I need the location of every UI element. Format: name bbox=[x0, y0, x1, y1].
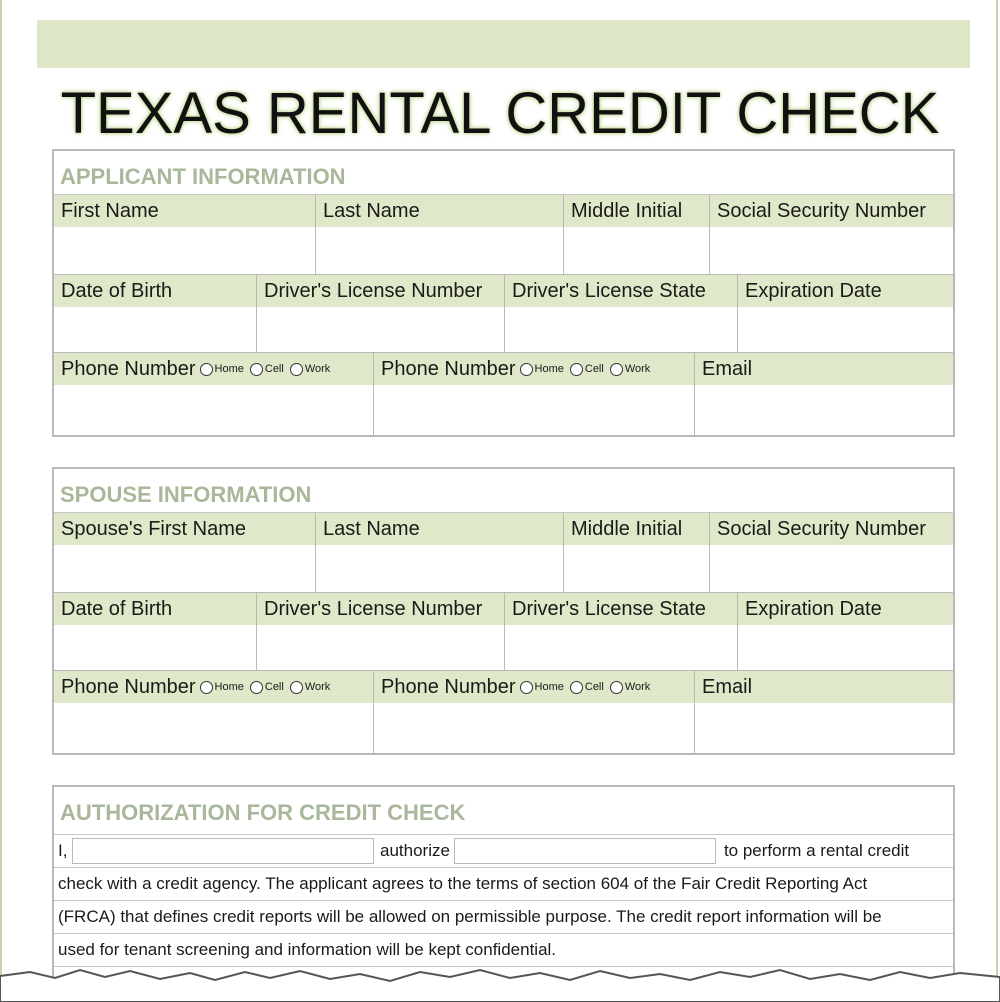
radio-circle-icon[interactable] bbox=[610, 681, 623, 694]
landlord-name-input[interactable] bbox=[454, 838, 716, 864]
radio-label: Home bbox=[534, 681, 564, 693]
spouse-dl-state-cell bbox=[505, 593, 738, 670]
radio-label: Work bbox=[624, 363, 651, 375]
radio-circle-icon[interactable] bbox=[570, 681, 583, 694]
applicant-dl-state-label: Driver's License State bbox=[505, 275, 737, 307]
applicant-dob-cell bbox=[54, 275, 257, 352]
applicant-row-license bbox=[54, 275, 953, 353]
applicant-phone2-type-group bbox=[520, 353, 657, 385]
authorization-section bbox=[52, 785, 955, 980]
applicant-phone2-home-option[interactable] bbox=[520, 353, 564, 385]
spouse-phone1-label-row bbox=[54, 671, 373, 703]
authorization-middle-text: authorize bbox=[380, 841, 450, 860]
spouse-expiration-cell bbox=[738, 593, 953, 670]
applicant-expiration-label: Expiration Date bbox=[738, 275, 953, 307]
document-title: TEXAS RENTAL CREDIT CHECK bbox=[60, 81, 940, 146]
spouse-phone1-cell bbox=[54, 671, 374, 753]
spouse-dob-field[interactable] bbox=[54, 625, 256, 670]
applicant-ssn-field[interactable] bbox=[710, 227, 953, 274]
radio-circle-icon[interactable] bbox=[570, 363, 583, 376]
applicant-phone2-label: Phone Number bbox=[381, 358, 516, 380]
radio-label: Work bbox=[304, 681, 331, 693]
spouse-dl-number-cell bbox=[257, 593, 505, 670]
spouse-phone2-type-group bbox=[520, 671, 657, 703]
applicant-expiration-field[interactable] bbox=[738, 307, 953, 352]
spouse-phone1-cell-option[interactable] bbox=[250, 671, 284, 703]
spouse-heading: SPOUSE INFORMATION bbox=[54, 469, 953, 513]
spouse-expiration-label: Expiration Date bbox=[738, 593, 953, 625]
applicant-phone2-work-option[interactable] bbox=[610, 353, 650, 385]
spouse-dl-state-label: Driver's License State bbox=[505, 593, 737, 625]
spouse-first-name-field[interactable] bbox=[54, 545, 315, 592]
radio-label: Work bbox=[624, 681, 651, 693]
spouse-phone2-cell-option[interactable] bbox=[570, 671, 604, 703]
authorization-heading: AUTHORIZATION FOR CREDIT CHECK bbox=[54, 787, 953, 835]
applicant-heading: APPLICANT INFORMATION bbox=[54, 151, 953, 195]
radio-label: Cell bbox=[584, 681, 604, 693]
authorization-suffix-text: to perform a rental credit bbox=[723, 841, 910, 860]
authorization-prefix: I, bbox=[58, 841, 68, 860]
authorization-text-line-3: (FRCA) that defines credit reports will be allowed on permissible purpose. The credit report information will be bbox=[54, 901, 953, 934]
radio-circle-icon[interactable] bbox=[200, 681, 213, 694]
applicant-phone1-cell bbox=[54, 353, 374, 435]
spouse-row-license bbox=[54, 593, 953, 671]
radio-label: Cell bbox=[264, 363, 284, 375]
spouse-row-name bbox=[54, 513, 953, 593]
applicant-email-cell bbox=[695, 353, 953, 435]
top-band bbox=[37, 20, 970, 68]
applicant-name-input[interactable] bbox=[72, 838, 374, 864]
spouse-phone2-label-row bbox=[374, 671, 694, 703]
spouse-email-cell bbox=[695, 671, 953, 753]
applicant-ssn-cell bbox=[710, 195, 953, 274]
applicant-phone1-label-row bbox=[54, 353, 373, 385]
applicant-middle-initial-label: Middle Initial bbox=[564, 195, 709, 227]
applicant-first-name-cell bbox=[54, 195, 316, 274]
spouse-ssn-cell bbox=[710, 513, 953, 592]
radio-circle-icon[interactable] bbox=[520, 363, 533, 376]
spouse-phone2-label: Phone Number bbox=[381, 676, 516, 698]
authorization-name-row bbox=[54, 835, 953, 868]
radio-label: Cell bbox=[264, 681, 284, 693]
applicant-dob-label: Date of Birth bbox=[54, 275, 256, 307]
applicant-last-name-field[interactable] bbox=[316, 227, 563, 274]
spouse-ssn-field[interactable] bbox=[710, 545, 953, 592]
spouse-phone1-work-option[interactable] bbox=[290, 671, 330, 703]
radio-label: Cell bbox=[584, 363, 604, 375]
spouse-phone1-label: Phone Number bbox=[61, 676, 196, 698]
radio-circle-icon[interactable] bbox=[250, 363, 263, 376]
applicant-phone1-field[interactable] bbox=[54, 385, 373, 435]
spouse-section bbox=[52, 467, 955, 755]
spouse-middle-initial-field[interactable] bbox=[564, 545, 709, 592]
spouse-middle-initial-label: Middle Initial bbox=[564, 513, 709, 545]
applicant-section bbox=[52, 149, 955, 437]
applicant-email-field[interactable] bbox=[695, 385, 953, 435]
spouse-row-contact bbox=[54, 671, 953, 753]
applicant-row-contact bbox=[54, 353, 953, 435]
applicant-dl-number-field[interactable] bbox=[257, 307, 504, 352]
radio-label: Home bbox=[214, 681, 244, 693]
radio-circle-icon[interactable] bbox=[520, 681, 533, 694]
applicant-phone2-cell bbox=[374, 353, 695, 435]
applicant-dl-state-cell bbox=[505, 275, 738, 352]
applicant-dl-number-cell bbox=[257, 275, 505, 352]
applicant-first-name-label: First Name bbox=[54, 195, 315, 227]
radio-label: Work bbox=[304, 363, 331, 375]
applicant-phone1-cell-option[interactable] bbox=[250, 353, 284, 385]
radio-circle-icon[interactable] bbox=[250, 681, 263, 694]
applicant-row-name bbox=[54, 195, 953, 275]
spouse-dob-label: Date of Birth bbox=[54, 593, 256, 625]
applicant-first-name-field[interactable] bbox=[54, 227, 315, 274]
radio-label: Home bbox=[534, 363, 564, 375]
torn-edge-decoration bbox=[0, 962, 1000, 1002]
applicant-dl-number-label: Driver's License Number bbox=[257, 275, 504, 307]
spouse-phone2-field[interactable] bbox=[374, 703, 694, 753]
applicant-middle-initial-cell bbox=[564, 195, 710, 274]
spouse-dl-number-label: Driver's License Number bbox=[257, 593, 504, 625]
spouse-expiration-field[interactable] bbox=[738, 625, 953, 670]
spouse-email-field[interactable] bbox=[695, 703, 953, 753]
applicant-phone1-label: Phone Number bbox=[61, 358, 196, 380]
spouse-ssn-label: Social Security Number bbox=[710, 513, 953, 545]
spouse-phone2-home-option[interactable] bbox=[520, 671, 564, 703]
radio-circle-icon[interactable] bbox=[610, 363, 623, 376]
applicant-last-name-label: Last Name bbox=[316, 195, 563, 227]
applicant-ssn-label: Social Security Number bbox=[710, 195, 953, 227]
radio-label: Home bbox=[214, 363, 244, 375]
radio-circle-icon[interactable] bbox=[200, 363, 213, 376]
radio-circle-icon[interactable] bbox=[290, 363, 303, 376]
applicant-middle-initial-field[interactable] bbox=[564, 227, 709, 274]
spouse-last-name-cell bbox=[316, 513, 564, 592]
spouse-phone2-work-option[interactable] bbox=[610, 671, 650, 703]
spouse-phone1-home-option[interactable] bbox=[200, 671, 244, 703]
spouse-dob-cell bbox=[54, 593, 257, 670]
spouse-dl-number-field[interactable] bbox=[257, 625, 504, 670]
spouse-phone1-type-group bbox=[200, 671, 337, 703]
authorization-text-line-4: used for tenant screening and information will be kept confidential. bbox=[54, 934, 953, 967]
applicant-dl-state-field[interactable] bbox=[505, 307, 737, 352]
spouse-phone1-field[interactable] bbox=[54, 703, 373, 753]
applicant-last-name-cell bbox=[316, 195, 564, 274]
applicant-phone2-label-row bbox=[374, 353, 694, 385]
radio-circle-icon[interactable] bbox=[290, 681, 303, 694]
applicant-phone1-work-option[interactable] bbox=[290, 353, 330, 385]
applicant-phone1-type-group bbox=[200, 353, 337, 385]
applicant-email-label: Email bbox=[695, 353, 953, 385]
authorization-text-line-2: check with a credit agency. The applicant agrees to the terms of section 604 of the Fair Credit Reporting Act bbox=[54, 868, 953, 901]
spouse-first-name-label: Spouse's First Name bbox=[54, 513, 315, 545]
spouse-dl-state-field[interactable] bbox=[505, 625, 737, 670]
spouse-middle-initial-cell bbox=[564, 513, 710, 592]
applicant-phone1-home-option[interactable] bbox=[200, 353, 244, 385]
applicant-phone2-field[interactable] bbox=[374, 385, 694, 435]
applicant-dob-field[interactable] bbox=[54, 307, 256, 352]
spouse-last-name-label: Last Name bbox=[316, 513, 563, 545]
applicant-phone2-cell-option[interactable] bbox=[570, 353, 604, 385]
spouse-phone2-cell bbox=[374, 671, 695, 753]
spouse-last-name-field[interactable] bbox=[316, 545, 563, 592]
spouse-first-name-cell bbox=[54, 513, 316, 592]
applicant-expiration-cell bbox=[738, 275, 953, 352]
spouse-email-label: Email bbox=[695, 671, 953, 703]
